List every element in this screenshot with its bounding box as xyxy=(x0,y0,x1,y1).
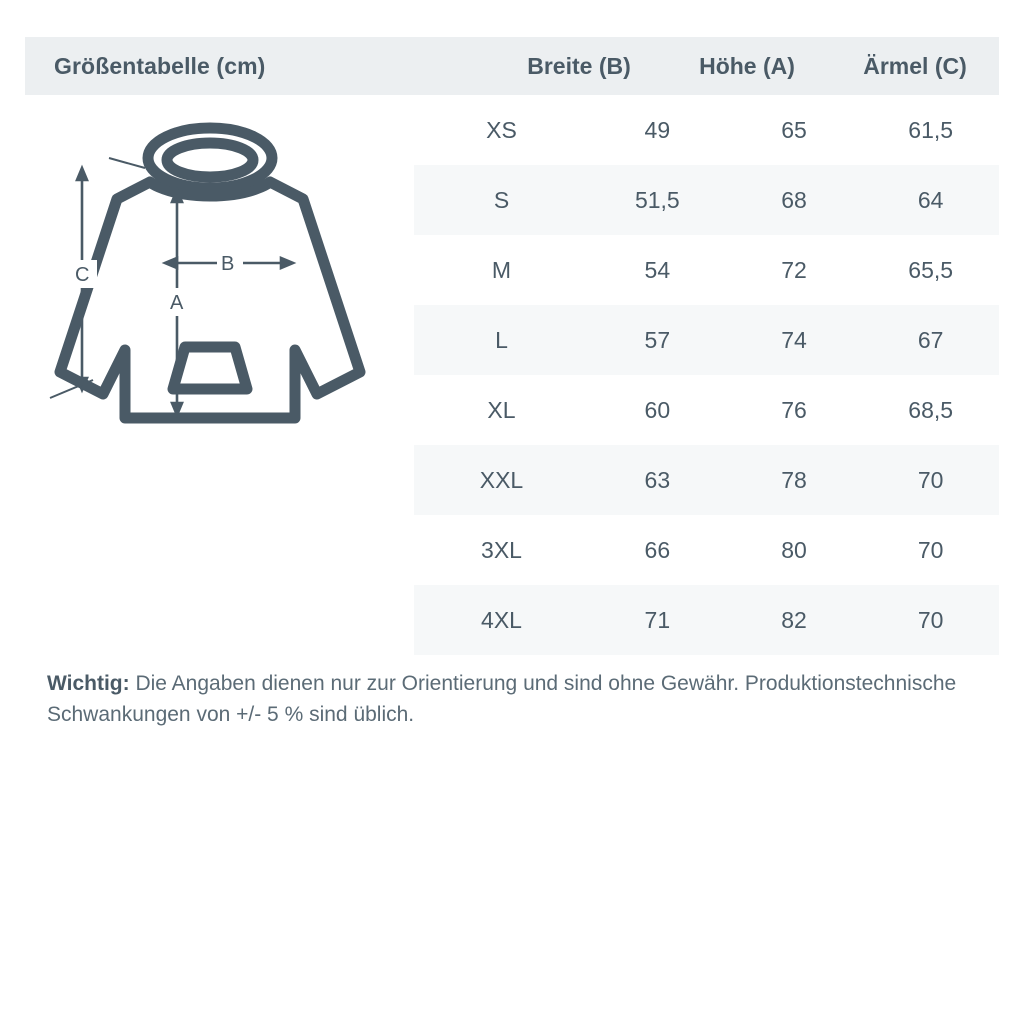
table-row[interactable] xyxy=(414,165,999,235)
cell-width: 63 xyxy=(644,466,671,493)
disclaimer-text: Die Angaben dienen nur zur Orientierung und sind ohne Gewähr. Produktionstechnische Schwankungen von +/- 5 % sind üblich. xyxy=(47,672,957,726)
cell-size: 3XL xyxy=(481,536,522,563)
cell-width: 66 xyxy=(644,536,671,563)
label-width: B xyxy=(221,253,235,275)
cell-sleeve: 70 xyxy=(917,606,944,633)
table-row[interactable] xyxy=(414,375,999,445)
cell-width: 71 xyxy=(644,606,671,633)
cell-size: L xyxy=(495,326,508,353)
cell-sleeve: 61,5 xyxy=(908,116,954,143)
cell-height: 65 xyxy=(781,116,807,143)
page-title: Größentabelle (cm) xyxy=(54,52,266,79)
cell-size: M xyxy=(491,256,512,283)
table-row[interactable] xyxy=(414,235,999,305)
hoodie-illustration xyxy=(25,110,415,470)
cell-size: S xyxy=(493,186,510,213)
cell-height: 80 xyxy=(781,536,807,563)
cell-size: 4XL xyxy=(481,606,522,633)
table-row[interactable] xyxy=(414,585,999,655)
disclaimer-lead: Wichtig: xyxy=(47,672,130,695)
cell-sleeve: 70 xyxy=(917,466,944,493)
column-header-width: Breite (B) xyxy=(527,52,631,79)
cell-width: 54 xyxy=(644,256,671,283)
cell-width: 51,5 xyxy=(634,186,680,213)
cell-width: 49 xyxy=(644,116,671,143)
column-header-height: Höhe (A) xyxy=(699,52,795,79)
cell-height: 78 xyxy=(781,466,807,493)
table-row[interactable] xyxy=(414,445,999,515)
cell-sleeve: 68,5 xyxy=(908,396,954,423)
cell-sleeve: 65,5 xyxy=(908,256,954,283)
cell-width: 60 xyxy=(644,396,671,423)
cell-sleeve: 64 xyxy=(917,186,944,213)
cell-size: XS xyxy=(486,116,517,143)
cell-height: 76 xyxy=(781,396,807,423)
cell-height: 74 xyxy=(781,326,807,353)
label-sleeve: C xyxy=(75,264,90,286)
cell-size: XL xyxy=(487,396,516,423)
cell-sleeve: 67 xyxy=(917,326,944,353)
label-height: A xyxy=(170,292,184,314)
cell-width: 57 xyxy=(644,326,671,353)
disclaimer-note xyxy=(47,668,997,730)
table-row[interactable] xyxy=(414,515,999,585)
hoodie-outline-icon xyxy=(60,128,360,418)
table-row[interactable] xyxy=(414,305,999,375)
table-row[interactable] xyxy=(414,95,999,165)
column-header-sleeve: Ärmel (C) xyxy=(863,52,967,79)
cell-sleeve: 70 xyxy=(917,536,944,563)
cell-height: 68 xyxy=(781,186,807,213)
table-header-row xyxy=(25,37,999,95)
size-table xyxy=(414,95,999,655)
cell-height: 82 xyxy=(781,606,807,633)
cell-size: XXL xyxy=(479,466,524,493)
cell-height: 72 xyxy=(781,256,807,283)
